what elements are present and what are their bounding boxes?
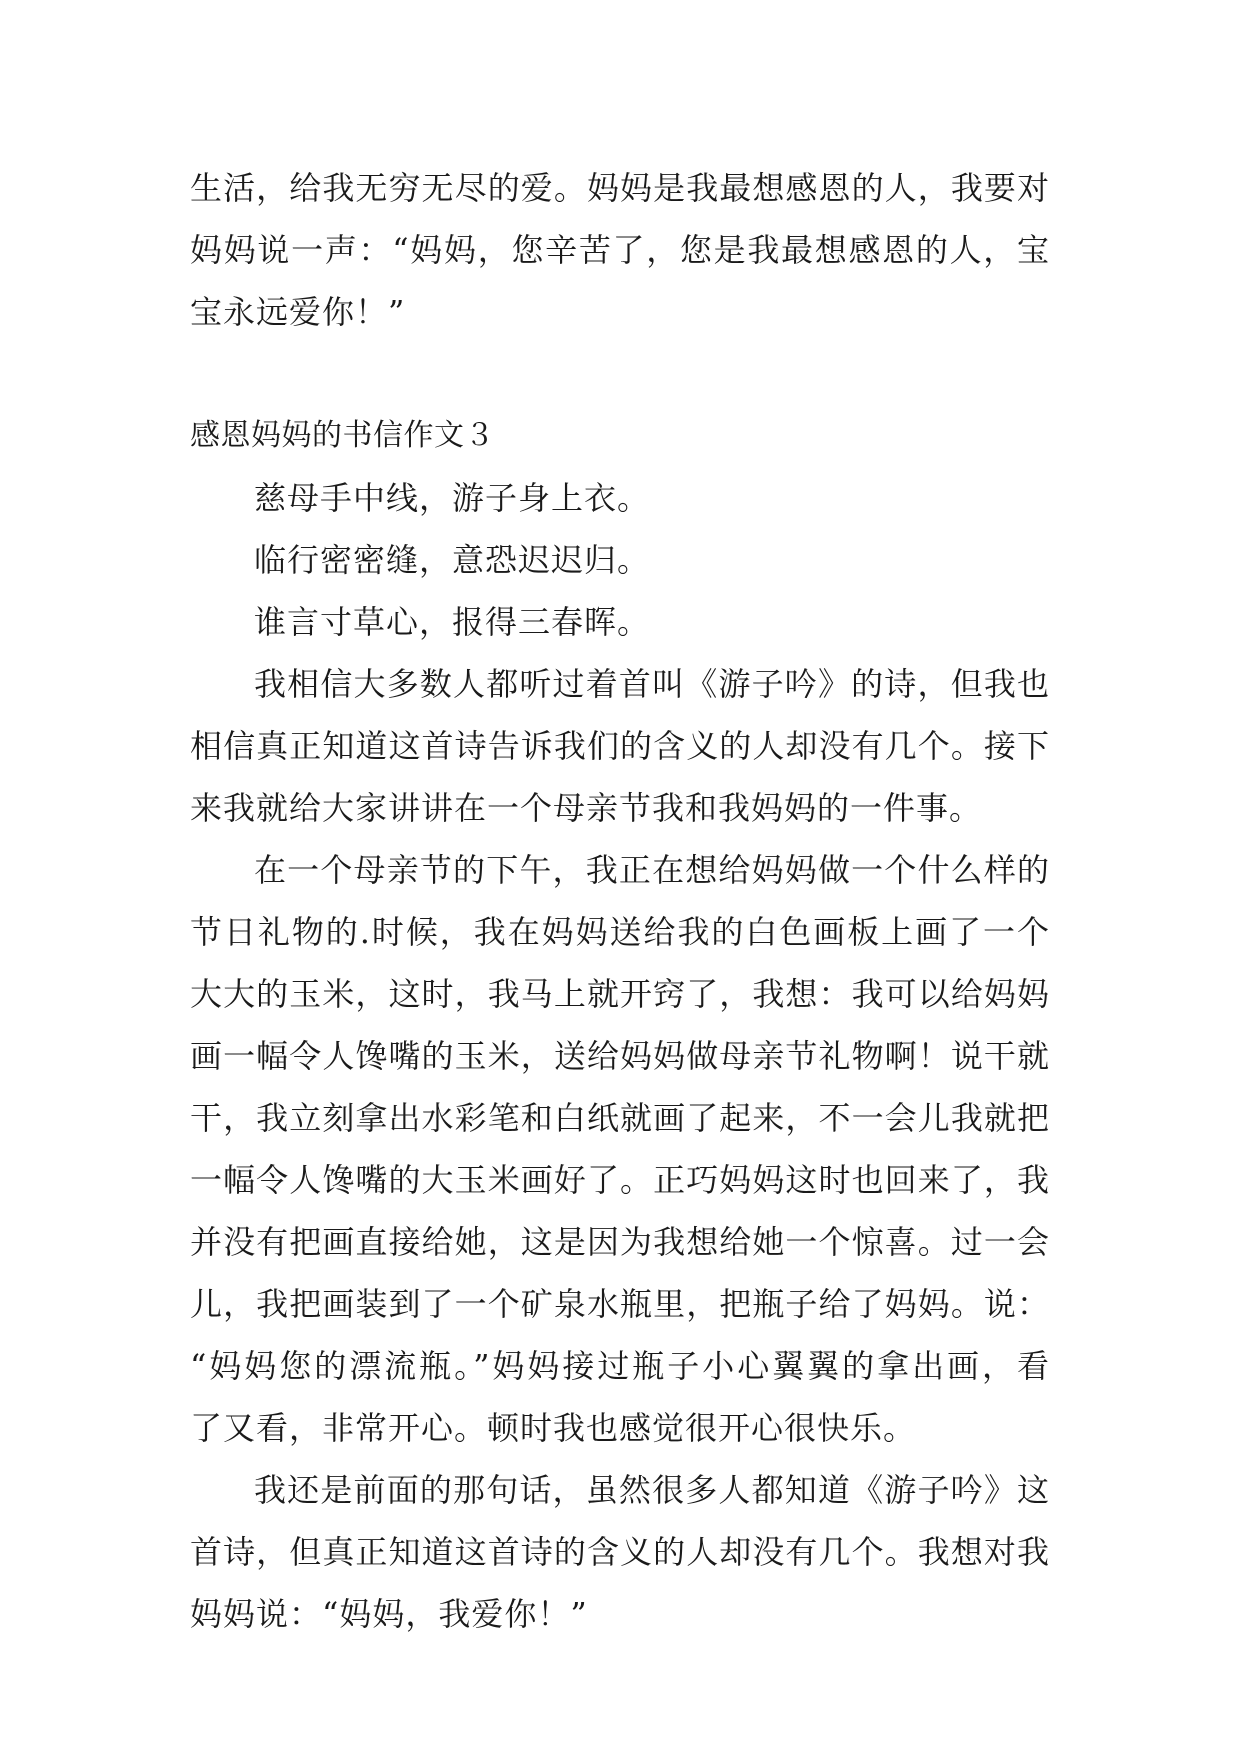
poem xyxy=(190,467,1050,653)
text-line: 了又看，非常开心。顿时我也感觉很开心很快乐。 xyxy=(190,1409,917,1447)
text-line: 画一幅令人馋嘴的玉米，送给妈妈做母亲节礼物啊！说干就 xyxy=(190,1037,1050,1075)
text-line: 妈妈说：“妈妈，我爱你！” xyxy=(190,1595,588,1633)
text-line: 妈妈说一声：“妈妈，您辛苦了，您是我最想感恩的人，宝 xyxy=(190,231,1050,269)
text-line: 节日礼物的.时候，我在妈妈送给我的白色画板上画了一个 xyxy=(190,913,1050,951)
poem-line: 谁言寸草心，报得三春晖。 xyxy=(254,603,651,641)
text-line: 来我就给大家讲讲在一个母亲节我和我妈妈的一件事。 xyxy=(190,789,983,827)
text-line: 在一个母亲节的下午，我正在想给妈妈做一个什么样的 xyxy=(254,851,1050,889)
intro-paragraph xyxy=(190,157,1050,343)
text-line: 宝永远爱你！” xyxy=(190,293,406,331)
poem-line: 临行密密缝，意恐迟迟归。 xyxy=(254,541,651,579)
text-line: 生活，给我无穷无尽的爱。妈妈是我最想感恩的人，我要对 xyxy=(190,169,1050,207)
text-line: 干，我立刻拿出水彩笔和白纸就画了起来，不一会儿我就把 xyxy=(190,1099,1050,1137)
spacer xyxy=(190,343,1050,405)
text-line: 首诗，但真正知道这首诗的含义的人却没有几个。我想对我 xyxy=(190,1533,1050,1571)
text-line: 大大的玉米，这时，我马上就开窍了，我想：我可以给妈妈 xyxy=(190,975,1050,1013)
paragraph-2 xyxy=(190,839,1050,1459)
paragraph-1 xyxy=(190,653,1050,839)
paragraph-3 xyxy=(190,1459,1050,1645)
document-page xyxy=(190,157,1050,1645)
text-line: 儿，我把画装到了一个矿泉水瓶里，把瓶子给了妈妈。说： xyxy=(190,1285,1050,1323)
text-line: 相信真正知道这首诗告诉我们的含义的人却没有几个。接下 xyxy=(190,727,1050,765)
poem-line: 慈母手中线，游子身上衣。 xyxy=(254,479,651,517)
text-line: 一幅令人馋嘴的大玉米画好了。正巧妈妈这时也回来了，我 xyxy=(190,1161,1050,1199)
text-line: “妈妈您的漂流瓶。”妈妈接过瓶子小心翼翼的拿出画，看 xyxy=(190,1347,1050,1385)
text-line: 我相信大多数人都听过着首叫《游子吟》的诗，但我也 xyxy=(254,665,1050,703)
text-line: 并没有把画直接给她，这是因为我想给她一个惊喜。过一会 xyxy=(190,1223,1050,1261)
section-title: 感恩妈妈的书信作文３ xyxy=(190,418,495,453)
text-line: 我还是前面的那句话，虽然很多人都知道《游子吟》这 xyxy=(254,1471,1050,1509)
